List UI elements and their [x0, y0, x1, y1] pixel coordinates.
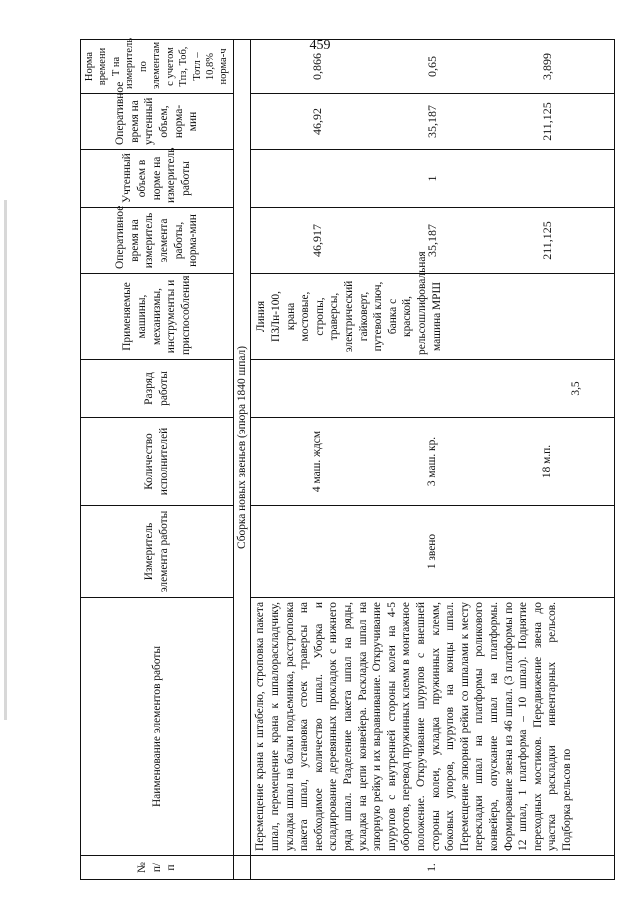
header-num: № п/п: [81, 856, 234, 880]
table-row: [251, 40, 615, 880]
page-number: 459: [309, 38, 331, 53]
row-num: 1.: [251, 856, 615, 880]
qty-line-1: 4 маш. ждсм: [311, 430, 324, 493]
row-op-time-unit: [251, 94, 615, 150]
row-grade: 3,5: [251, 360, 615, 418]
row-unit-per-meter: 1: [251, 150, 615, 208]
op-time-3: 211,125: [540, 221, 555, 260]
header-unit-per-meter: Учтенный объем в норме на измеритель работы: [81, 150, 234, 208]
header-row: [81, 40, 234, 880]
header-meter: Измеритель элемента работы: [81, 506, 234, 598]
header-op-time: Оперативное время на измеритель элемента работы, норма-мин: [81, 208, 234, 274]
op-time-1: 46,917: [310, 224, 325, 257]
norm-3: 3,899: [540, 53, 555, 80]
work-elements-table: [80, 39, 615, 880]
row-tools: Линия ПЗЛн-100, крана мостовые, стропы, траверсы, электрический гайковерт, путевой ключ, банка с краской, рельсошлифовальная машина МРШ: [251, 274, 615, 360]
qty-line-3: 18 м.п.: [541, 444, 554, 479]
section-row: [233, 40, 251, 880]
section-title: Сборка новых звеньев (эпюра 1840 шпал): [233, 40, 251, 856]
row-qty: [251, 418, 615, 506]
row-norm: [251, 40, 615, 94]
op-time-unit-3: 211,125: [540, 102, 555, 141]
norm-2: 0,65: [425, 56, 440, 77]
header-qty: Количество исполнителей: [81, 418, 234, 506]
header-norm: Норма времени Т на измеритель по элементам с учетом Тпз, Тоб, Тотл – 10,8% норма-ч: [81, 40, 234, 94]
scan-margin-shadow: [4, 200, 7, 720]
norm-1: 0,866: [310, 53, 325, 80]
row-description: Перемещение крана к штабелю, строповка пакета шпал, перемещение крана к шпалораскладчику, укладка шпал на балки подъемника, расстроповка пакета шпал, установка стоек траверсы на необходимое количество шпал. Уборка и складирование деревянных прокладок с нижнего ряда шпал. Разделение пакета шпал на ряды, укладка на цепи конвейера. Раскладка шпал на эпюрную рейку и их выравнивание. Откручивание шурупов с внутренней стороны колеи на 4-5 оборотов, перевод пружинных клемм в монтажное положение. Откручивание шурупов с внешней стороны колеи, укладка пружинных клемм, боковых упоров, шурупов на концы шпал. Перемещение эпюрной рейки со шпалами к месту перекладки шпал на платформы роликового конвейера, опускание шпал на платформы. Формирование звена из 46 шпал. (3 платформы по 12 шпал, 1 платформа – 10 шпал). Поднятие переходных мостиков. Передвижение звена до участка раскладки инвентарных рельсов. Подборка рельсов по: [251, 598, 615, 856]
header-tools: Применяемые машины, механизмы, инструменты и приспособления: [81, 274, 234, 360]
header-grade: Разряд работы: [81, 360, 234, 418]
op-time-unit-2: 35,187: [425, 105, 440, 138]
qty-line-2: 3 маш. кр.: [426, 436, 439, 487]
op-time-unit-1: 46,92: [310, 108, 325, 135]
header-name: Наименование элементов работы: [81, 598, 234, 856]
header-op-time-unit: Оперативное время на учтенный объем, норма-мин: [81, 94, 234, 150]
row-op-time: [251, 208, 615, 274]
row-meter: 1 звено: [251, 506, 615, 598]
rotated-table-wrapper: [80, 37, 615, 880]
op-time-2: 35,187: [425, 224, 440, 257]
